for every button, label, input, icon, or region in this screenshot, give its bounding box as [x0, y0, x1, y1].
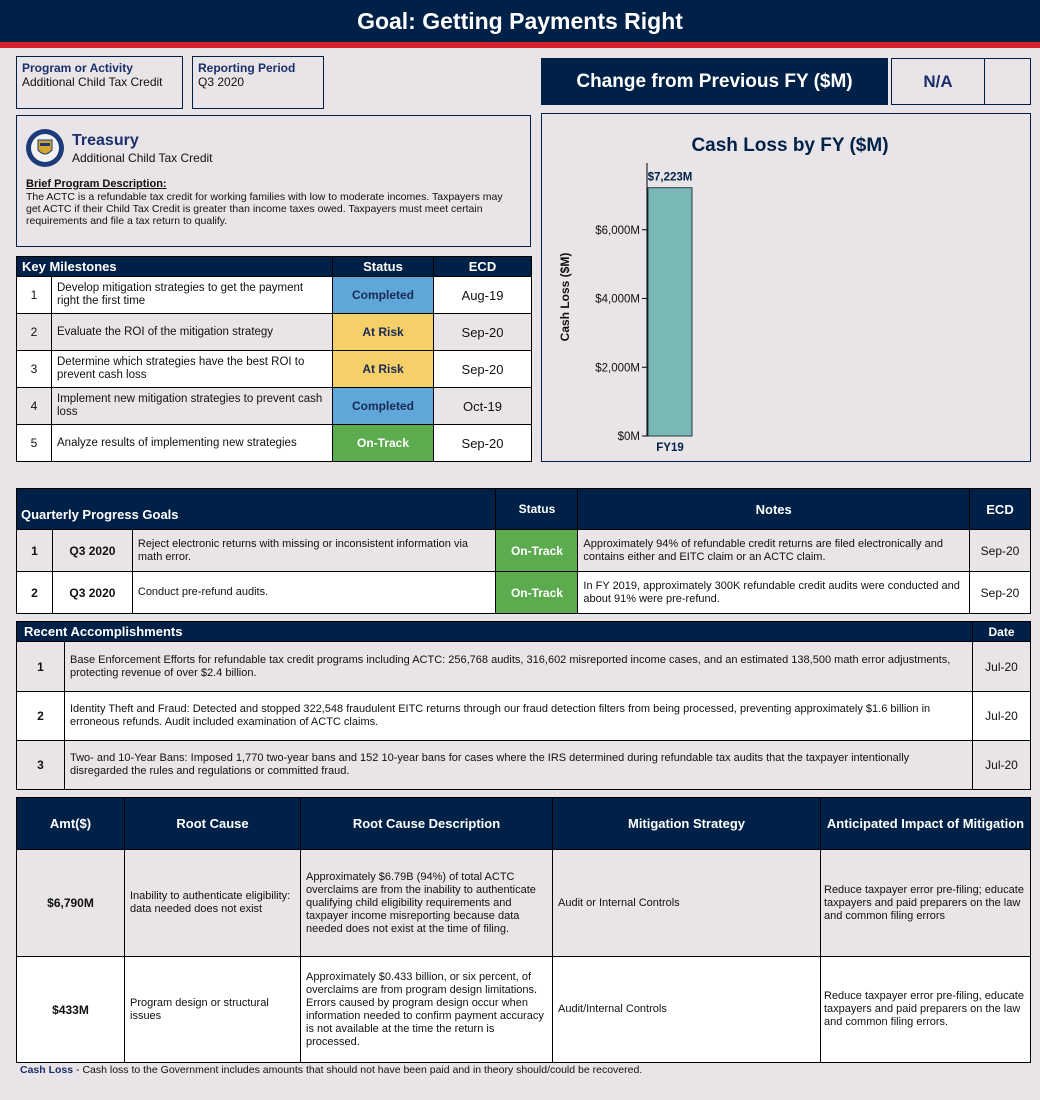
- accomplishment-row: [17, 741, 1031, 790]
- agency-name: Treasury: [72, 132, 139, 149]
- agency-box: [16, 115, 531, 247]
- quarterly-status: On-Track: [496, 530, 578, 572]
- accomplishments-title: Recent Accomplishments: [17, 622, 973, 642]
- accomplishment-text: Base Enforcement Efforts for refundable tax credit programs including ACTC: 256,768 audits, 316,602 misreported income cases, and an estimated 138,500 math error adjustments, protecting revenue of over $2.4 billion.: [65, 642, 973, 692]
- milestone-text: Analyze results of implementing new strategies: [52, 425, 333, 462]
- footer-note: [20, 1064, 642, 1076]
- milestone-ecd: Sep-20: [434, 425, 532, 462]
- milestones-status-header: Status: [333, 257, 434, 277]
- milestone-ecd: Aug-19: [434, 277, 532, 314]
- period-value: Q3 2020: [198, 75, 245, 89]
- accomplishment-number: 3: [17, 741, 65, 790]
- accomplishments-date-header: Date: [973, 622, 1031, 642]
- chart-title: Cash Loss by FY ($M): [691, 135, 889, 156]
- quarterly-number: 2: [17, 572, 53, 614]
- accomplishment-row: [17, 642, 1031, 692]
- quarterly-quarter: Q3 2020: [52, 530, 132, 572]
- rc-header-cause: Root Cause: [125, 798, 301, 850]
- milestone-row: [17, 314, 532, 351]
- milestone-ecd: Sep-20: [434, 351, 532, 388]
- milestone-row: [17, 388, 532, 425]
- accomplishment-row: [17, 692, 1031, 741]
- treasury-seal-icon: [25, 128, 65, 168]
- milestone-status: At Risk: [333, 351, 434, 388]
- rc-cause: Program design or structural issues: [125, 957, 301, 1063]
- quarterly-ecd-header: ECD: [970, 489, 1031, 530]
- chart-y-tick-label: $2,000M: [595, 362, 640, 375]
- accomplishment-number: 2: [17, 692, 65, 741]
- rc-header-impact: Anticipated Impact of Mitigation: [821, 798, 1031, 850]
- chart-ylabel: Cash Loss ($M): [558, 252, 572, 342]
- rc-row: [17, 957, 1031, 1063]
- milestone-number: 5: [17, 425, 52, 462]
- program-box: [16, 56, 183, 109]
- quarterly-ecd: Sep-20: [970, 572, 1031, 614]
- footer-text: - Cash loss to the Government includes amounts that should not have been paid and in theory should/could be recovered.: [73, 1064, 643, 1076]
- footer-term: Cash Loss: [20, 1064, 74, 1076]
- change-value: N/A: [891, 58, 985, 105]
- period-box: [192, 56, 324, 109]
- chart-y-tick-label: $4,000M: [595, 293, 640, 306]
- rc-strategy: Audit/Internal Controls: [553, 957, 821, 1063]
- milestone-status: At Risk: [333, 314, 434, 351]
- period-label: Reporting Period: [198, 61, 296, 75]
- quarterly-table: [16, 488, 1031, 614]
- rc-description: Approximately $6.79B (94%) of total ACTC overclaims are from the inability to authenticate qualifying child eligibility requirements and taxpayer income misreporting because data needed does not exist at the time of filing.: [301, 850, 553, 957]
- page-title: Goal: Getting Payments Right: [0, 0, 1040, 42]
- rc-amount: $433M: [17, 957, 125, 1063]
- quarterly-row: [17, 572, 1031, 614]
- accomplishment-text: Two- and 10-Year Bans: Imposed 1,770 two-year bans and 152 10-year bans for cases where the IRS determined during refundable tax audits that the taxpayer intentionally disregarded the rules and regulations or committed fraud.: [65, 741, 973, 790]
- milestone-number: 2: [17, 314, 52, 351]
- quarterly-notes: Approximately 94% of refundable credit returns are filed electronically and contains either and EITC claim or an ACTC claim.: [578, 530, 970, 572]
- rc-header-desc: Root Cause Description: [301, 798, 553, 850]
- rc-impact: Reduce taxpayer error pre-filing, educate taxpayers and paid preparers on the law and common filing errors.: [821, 957, 1031, 1063]
- accomplishment-number: 1: [17, 642, 65, 692]
- milestones-ecd-header: ECD: [434, 257, 532, 277]
- milestone-status: On-Track: [333, 425, 434, 462]
- cash-loss-chart: [542, 114, 1030, 461]
- milestone-status: Completed: [333, 277, 434, 314]
- quarterly-goal: Reject electronic returns with missing or inconsistent information via math error.: [132, 530, 496, 572]
- quarterly-quarter: Q3 2020: [52, 572, 132, 614]
- milestone-ecd: Sep-20: [434, 314, 532, 351]
- milestone-text: Develop mitigation strategies to get the payment right the first time: [52, 277, 333, 314]
- milestone-ecd: Oct-19: [434, 388, 532, 425]
- desc-label: Brief Program Description:: [26, 178, 167, 190]
- milestones-table: [16, 256, 532, 462]
- chart-y-tick-label: $6,000M: [595, 224, 640, 237]
- quarterly-number: 1: [17, 530, 53, 572]
- quarterly-status-header: Status: [496, 489, 578, 530]
- rc-cause: Inability to authenticate eligibility: data needed does not exist: [125, 850, 301, 957]
- milestone-number: 1: [17, 277, 52, 314]
- title-divider: [0, 42, 1040, 48]
- milestone-row: [17, 351, 532, 388]
- chart-y-tick-label: $0M: [617, 431, 640, 443]
- rc-strategy: Audit or Internal Controls: [553, 850, 821, 957]
- milestone-number: 4: [17, 388, 52, 425]
- quarterly-title: Quarterly Progress Goals: [17, 489, 496, 530]
- quarterly-status: On-Track: [496, 572, 578, 614]
- accomplishment-date: Jul-20: [973, 642, 1031, 692]
- chart-bar: [648, 188, 692, 436]
- program-label: Program or Activity: [22, 61, 133, 75]
- program-value: Additional Child Tax Credit: [22, 75, 163, 89]
- quarterly-ecd: Sep-20: [970, 530, 1031, 572]
- milestone-text: Evaluate the ROI of the mitigation strategy: [52, 314, 333, 351]
- root-cause-table: [16, 797, 1031, 1063]
- desc-text: The ACTC is a refundable tax credit for working families with low to moderate incomes. Taxpayers may get ACTC if their Child Tax Credit is greater than income taxes owed. Taxpayers must meet certain requirements and file a tax return to qualify.: [26, 191, 503, 227]
- agency-program: Additional Child Tax Credit: [72, 151, 213, 165]
- accomplishment-text: Identity Theft and Fraud: Detected and stopped 322,548 fraudulent EITC returns through our fraud detection filters from being processed, preventing approximately $1.6 billion in erroneous refunds. Audit included examination of ACTC claims.: [65, 692, 973, 741]
- milestone-text: Determine which strategies have the best ROI to prevent cash loss: [52, 351, 333, 388]
- milestone-text: Implement new mitigation strategies to prevent cash loss: [52, 388, 333, 425]
- milestones-title: Key Milestones: [17, 257, 333, 277]
- rc-header-amt: Amt($): [17, 798, 125, 850]
- quarterly-goal: Conduct pre-refund audits.: [132, 572, 496, 614]
- accomplishments-table: [16, 621, 1031, 790]
- quarterly-row: [17, 530, 1031, 572]
- rc-header-strategy: Mitigation Strategy: [553, 798, 821, 850]
- accomplishment-date: Jul-20: [973, 741, 1031, 790]
- chart-data-label: $7,223M: [647, 171, 693, 184]
- milestone-row: [17, 277, 532, 314]
- rc-row: [17, 850, 1031, 957]
- rc-description: Approximately $0.433 billion, or six percent, of overclaims are from program design limitations. Errors caused by program design occur when information needed to confirm payment accuracy is not available at the time the return is processed.: [301, 957, 553, 1063]
- change-label: Change from Previous FY ($M): [541, 58, 888, 105]
- accomplishment-date: Jul-20: [973, 692, 1031, 741]
- quarterly-notes: In FY 2019, approximately 300K refundable credit audits were conducted and about 91% were pre-refund.: [578, 572, 970, 614]
- chart-box: [541, 113, 1031, 462]
- chart-x-tick-label: FY19: [656, 442, 684, 454]
- milestone-number: 3: [17, 351, 52, 388]
- milestone-status: Completed: [333, 388, 434, 425]
- rc-impact: Reduce taxpayer error pre-filing; educate taxpayers and paid preparers on the law and common filing errors: [821, 850, 1031, 957]
- rc-amount: $6,790M: [17, 850, 125, 957]
- change-extra-cell: [984, 58, 1031, 105]
- milestone-row: [17, 425, 532, 462]
- quarterly-notes-header: Notes: [578, 489, 970, 530]
